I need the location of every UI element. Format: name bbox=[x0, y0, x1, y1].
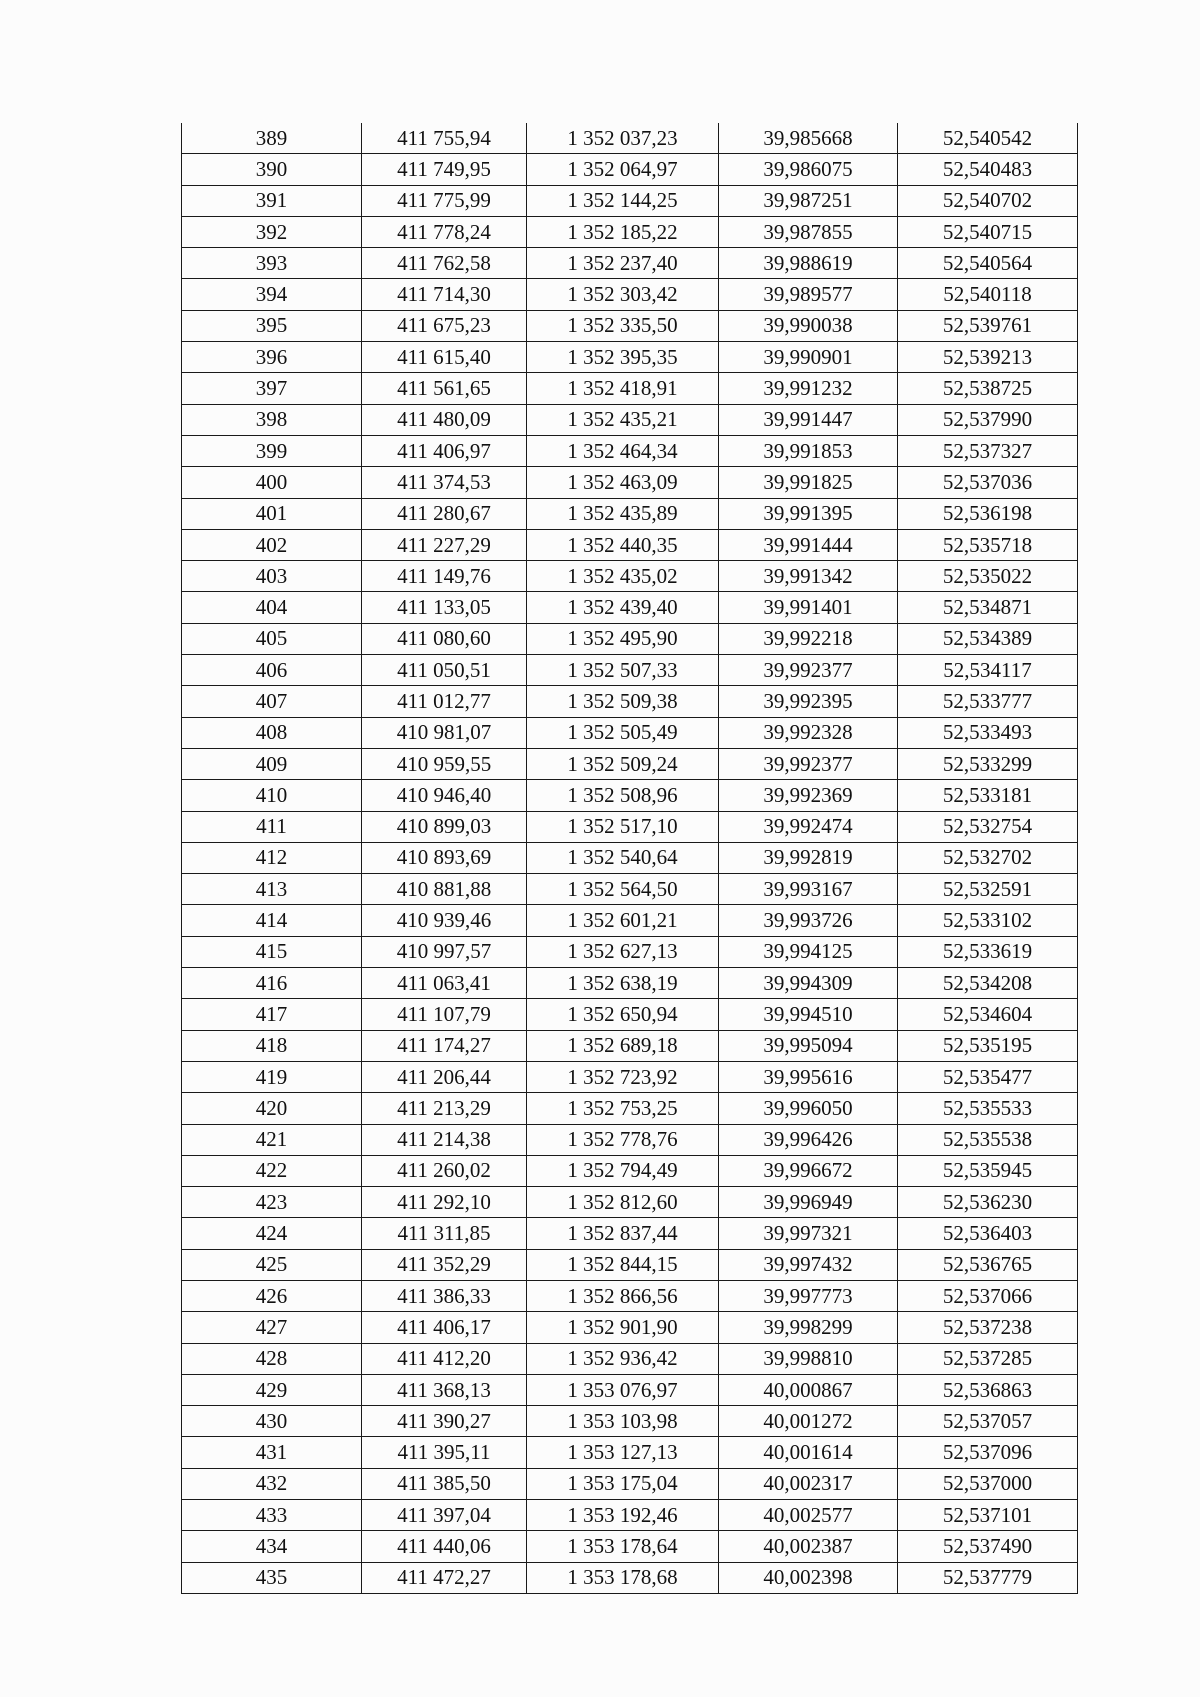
table-row bbox=[182, 623, 1078, 654]
point-number-cell: 423 bbox=[182, 1187, 362, 1218]
longitude-cell: 39,986075 bbox=[719, 154, 898, 185]
x-coordinate-cell: 411 385,50 bbox=[362, 1468, 527, 1499]
point-number-cell: 409 bbox=[182, 748, 362, 779]
longitude-cell: 40,001272 bbox=[719, 1406, 898, 1437]
x-coordinate-cell: 411 107,79 bbox=[362, 999, 527, 1030]
coordinates-table-body bbox=[182, 123, 1078, 1593]
point-number-cell: 399 bbox=[182, 435, 362, 466]
table-row bbox=[182, 748, 1078, 779]
table-row bbox=[182, 968, 1078, 999]
x-coordinate-cell: 411 412,20 bbox=[362, 1343, 527, 1374]
latitude-cell: 52,535538 bbox=[898, 1124, 1078, 1155]
latitude-cell: 52,537990 bbox=[898, 404, 1078, 435]
point-number-cell: 430 bbox=[182, 1406, 362, 1437]
latitude-cell: 52,539213 bbox=[898, 342, 1078, 373]
point-number-cell: 397 bbox=[182, 373, 362, 404]
y-coordinate-cell: 1 352 627,13 bbox=[527, 936, 719, 967]
x-coordinate-cell: 410 981,07 bbox=[362, 717, 527, 748]
y-coordinate-cell: 1 352 509,38 bbox=[527, 686, 719, 717]
x-coordinate-cell: 410 946,40 bbox=[362, 780, 527, 811]
latitude-cell: 52,537490 bbox=[898, 1531, 1078, 1562]
latitude-cell: 52,535477 bbox=[898, 1061, 1078, 1092]
longitude-cell: 39,985668 bbox=[719, 123, 898, 154]
x-coordinate-cell: 410 899,03 bbox=[362, 811, 527, 842]
latitude-cell: 52,536403 bbox=[898, 1218, 1078, 1249]
y-coordinate-cell: 1 353 076,97 bbox=[527, 1374, 719, 1405]
y-coordinate-cell: 1 352 395,35 bbox=[527, 342, 719, 373]
x-coordinate-cell: 410 959,55 bbox=[362, 748, 527, 779]
x-coordinate-cell: 410 997,57 bbox=[362, 936, 527, 967]
point-number-cell: 395 bbox=[182, 310, 362, 341]
point-number-cell: 400 bbox=[182, 467, 362, 498]
longitude-cell: 39,996949 bbox=[719, 1187, 898, 1218]
table-row bbox=[182, 185, 1078, 216]
longitude-cell: 40,000867 bbox=[719, 1374, 898, 1405]
table-row bbox=[182, 1374, 1078, 1405]
point-number-cell: 433 bbox=[182, 1500, 362, 1531]
table-row bbox=[182, 936, 1078, 967]
x-coordinate-cell: 411 561,65 bbox=[362, 373, 527, 404]
table-row bbox=[182, 1531, 1078, 1562]
y-coordinate-cell: 1 352 464,34 bbox=[527, 435, 719, 466]
y-coordinate-cell: 1 353 103,98 bbox=[527, 1406, 719, 1437]
x-coordinate-cell: 411 615,40 bbox=[362, 342, 527, 373]
table-row bbox=[182, 1093, 1078, 1124]
table-row bbox=[182, 1218, 1078, 1249]
point-number-cell: 411 bbox=[182, 811, 362, 842]
point-number-cell: 429 bbox=[182, 1374, 362, 1405]
y-coordinate-cell: 1 353 178,68 bbox=[527, 1562, 719, 1593]
latitude-cell: 52,536765 bbox=[898, 1249, 1078, 1280]
longitude-cell: 39,991401 bbox=[719, 592, 898, 623]
latitude-cell: 52,535195 bbox=[898, 1030, 1078, 1061]
longitude-cell: 39,988619 bbox=[719, 248, 898, 279]
table-row bbox=[182, 1030, 1078, 1061]
y-coordinate-cell: 1 352 812,60 bbox=[527, 1187, 719, 1218]
latitude-cell: 52,534871 bbox=[898, 592, 1078, 623]
x-coordinate-cell: 411 406,17 bbox=[362, 1312, 527, 1343]
x-coordinate-cell: 411 397,04 bbox=[362, 1500, 527, 1531]
table-row bbox=[182, 1187, 1078, 1218]
longitude-cell: 39,990038 bbox=[719, 310, 898, 341]
latitude-cell: 52,539761 bbox=[898, 310, 1078, 341]
y-coordinate-cell: 1 353 127,13 bbox=[527, 1437, 719, 1468]
longitude-cell: 40,002387 bbox=[719, 1531, 898, 1562]
y-coordinate-cell: 1 352 650,94 bbox=[527, 999, 719, 1030]
x-coordinate-cell: 411 050,51 bbox=[362, 655, 527, 686]
latitude-cell: 52,537238 bbox=[898, 1312, 1078, 1343]
x-coordinate-cell: 411 214,38 bbox=[362, 1124, 527, 1155]
latitude-cell: 52,536198 bbox=[898, 498, 1078, 529]
longitude-cell: 39,994125 bbox=[719, 936, 898, 967]
y-coordinate-cell: 1 352 439,40 bbox=[527, 592, 719, 623]
point-number-cell: 425 bbox=[182, 1249, 362, 1280]
point-number-cell: 398 bbox=[182, 404, 362, 435]
latitude-cell: 52,537101 bbox=[898, 1500, 1078, 1531]
y-coordinate-cell: 1 353 192,46 bbox=[527, 1500, 719, 1531]
point-number-cell: 432 bbox=[182, 1468, 362, 1499]
y-coordinate-cell: 1 352 778,76 bbox=[527, 1124, 719, 1155]
y-coordinate-cell: 1 352 564,50 bbox=[527, 874, 719, 905]
longitude-cell: 39,987855 bbox=[719, 216, 898, 247]
table-row bbox=[182, 154, 1078, 185]
table-row bbox=[182, 248, 1078, 279]
table-row bbox=[182, 999, 1078, 1030]
table-row bbox=[182, 780, 1078, 811]
latitude-cell: 52,535718 bbox=[898, 529, 1078, 560]
latitude-cell: 52,533299 bbox=[898, 748, 1078, 779]
x-coordinate-cell: 410 893,69 bbox=[362, 842, 527, 873]
y-coordinate-cell: 1 352 440,35 bbox=[527, 529, 719, 560]
x-coordinate-cell: 411 406,97 bbox=[362, 435, 527, 466]
latitude-cell: 52,537285 bbox=[898, 1343, 1078, 1374]
table-row bbox=[182, 310, 1078, 341]
longitude-cell: 39,995616 bbox=[719, 1061, 898, 1092]
y-coordinate-cell: 1 353 175,04 bbox=[527, 1468, 719, 1499]
y-coordinate-cell: 1 352 144,25 bbox=[527, 185, 719, 216]
x-coordinate-cell: 411 227,29 bbox=[362, 529, 527, 560]
longitude-cell: 39,992377 bbox=[719, 748, 898, 779]
table-row bbox=[182, 342, 1078, 373]
latitude-cell: 52,534604 bbox=[898, 999, 1078, 1030]
x-coordinate-cell: 411 292,10 bbox=[362, 1187, 527, 1218]
latitude-cell: 52,535022 bbox=[898, 561, 1078, 592]
longitude-cell: 39,991395 bbox=[719, 498, 898, 529]
point-number-cell: 416 bbox=[182, 968, 362, 999]
longitude-cell: 39,997432 bbox=[719, 1249, 898, 1280]
point-number-cell: 391 bbox=[182, 185, 362, 216]
table-row bbox=[182, 498, 1078, 529]
table-row bbox=[182, 1437, 1078, 1468]
longitude-cell: 39,998299 bbox=[719, 1312, 898, 1343]
table-row bbox=[182, 842, 1078, 873]
longitude-cell: 39,992474 bbox=[719, 811, 898, 842]
longitude-cell: 39,992218 bbox=[719, 623, 898, 654]
latitude-cell: 52,537000 bbox=[898, 1468, 1078, 1499]
x-coordinate-cell: 411 675,23 bbox=[362, 310, 527, 341]
longitude-cell: 39,987251 bbox=[719, 185, 898, 216]
y-coordinate-cell: 1 352 837,44 bbox=[527, 1218, 719, 1249]
point-number-cell: 435 bbox=[182, 1562, 362, 1593]
latitude-cell: 52,533619 bbox=[898, 936, 1078, 967]
table-row bbox=[182, 1500, 1078, 1531]
longitude-cell: 39,997773 bbox=[719, 1280, 898, 1311]
y-coordinate-cell: 1 352 638,19 bbox=[527, 968, 719, 999]
table-row bbox=[182, 592, 1078, 623]
latitude-cell: 52,537036 bbox=[898, 467, 1078, 498]
table-row bbox=[182, 467, 1078, 498]
y-coordinate-cell: 1 352 335,50 bbox=[527, 310, 719, 341]
y-coordinate-cell: 1 352 064,97 bbox=[527, 154, 719, 185]
latitude-cell: 52,532591 bbox=[898, 874, 1078, 905]
longitude-cell: 39,992395 bbox=[719, 686, 898, 717]
point-number-cell: 393 bbox=[182, 248, 362, 279]
table-row bbox=[182, 216, 1078, 247]
longitude-cell: 40,002317 bbox=[719, 1468, 898, 1499]
longitude-cell: 39,994309 bbox=[719, 968, 898, 999]
table-row bbox=[182, 1124, 1078, 1155]
x-coordinate-cell: 410 881,88 bbox=[362, 874, 527, 905]
x-coordinate-cell: 410 939,46 bbox=[362, 905, 527, 936]
x-coordinate-cell: 411 440,06 bbox=[362, 1531, 527, 1562]
x-coordinate-cell: 411 374,53 bbox=[362, 467, 527, 498]
x-coordinate-cell: 411 755,94 bbox=[362, 123, 527, 154]
y-coordinate-cell: 1 352 540,64 bbox=[527, 842, 719, 873]
y-coordinate-cell: 1 352 435,02 bbox=[527, 561, 719, 592]
longitude-cell: 39,997321 bbox=[719, 1218, 898, 1249]
latitude-cell: 52,533777 bbox=[898, 686, 1078, 717]
latitude-cell: 52,540118 bbox=[898, 279, 1078, 310]
point-number-cell: 390 bbox=[182, 154, 362, 185]
point-number-cell: 420 bbox=[182, 1093, 362, 1124]
point-number-cell: 405 bbox=[182, 623, 362, 654]
longitude-cell: 39,991232 bbox=[719, 373, 898, 404]
y-coordinate-cell: 1 352 936,42 bbox=[527, 1343, 719, 1374]
point-number-cell: 412 bbox=[182, 842, 362, 873]
longitude-cell: 39,996426 bbox=[719, 1124, 898, 1155]
table-row bbox=[182, 1312, 1078, 1343]
table-row bbox=[182, 1061, 1078, 1092]
longitude-cell: 39,993167 bbox=[719, 874, 898, 905]
y-coordinate-cell: 1 352 601,21 bbox=[527, 905, 719, 936]
y-coordinate-cell: 1 352 185,22 bbox=[527, 216, 719, 247]
longitude-cell: 39,993726 bbox=[719, 905, 898, 936]
y-coordinate-cell: 1 352 418,91 bbox=[527, 373, 719, 404]
latitude-cell: 52,537779 bbox=[898, 1562, 1078, 1593]
x-coordinate-cell: 411 368,13 bbox=[362, 1374, 527, 1405]
x-coordinate-cell: 411 063,41 bbox=[362, 968, 527, 999]
latitude-cell: 52,534117 bbox=[898, 655, 1078, 686]
point-number-cell: 407 bbox=[182, 686, 362, 717]
x-coordinate-cell: 411 080,60 bbox=[362, 623, 527, 654]
y-coordinate-cell: 1 352 463,09 bbox=[527, 467, 719, 498]
point-number-cell: 404 bbox=[182, 592, 362, 623]
table-row bbox=[182, 279, 1078, 310]
longitude-cell: 40,002577 bbox=[719, 1500, 898, 1531]
x-coordinate-cell: 411 311,85 bbox=[362, 1218, 527, 1249]
y-coordinate-cell: 1 352 505,49 bbox=[527, 717, 719, 748]
point-number-cell: 408 bbox=[182, 717, 362, 748]
table-row bbox=[182, 717, 1078, 748]
table-row bbox=[182, 811, 1078, 842]
y-coordinate-cell: 1 353 178,64 bbox=[527, 1531, 719, 1562]
latitude-cell: 52,534389 bbox=[898, 623, 1078, 654]
y-coordinate-cell: 1 352 723,92 bbox=[527, 1061, 719, 1092]
point-number-cell: 418 bbox=[182, 1030, 362, 1061]
latitude-cell: 52,536230 bbox=[898, 1187, 1078, 1218]
point-number-cell: 434 bbox=[182, 1531, 362, 1562]
latitude-cell: 52,533493 bbox=[898, 717, 1078, 748]
point-number-cell: 403 bbox=[182, 561, 362, 592]
longitude-cell: 39,991825 bbox=[719, 467, 898, 498]
table-row bbox=[182, 1562, 1078, 1593]
table-row bbox=[182, 123, 1078, 154]
latitude-cell: 52,532754 bbox=[898, 811, 1078, 842]
x-coordinate-cell: 411 390,27 bbox=[362, 1406, 527, 1437]
x-coordinate-cell: 411 778,24 bbox=[362, 216, 527, 247]
y-coordinate-cell: 1 352 507,33 bbox=[527, 655, 719, 686]
longitude-cell: 39,996672 bbox=[719, 1155, 898, 1186]
table-row bbox=[182, 435, 1078, 466]
latitude-cell: 52,537066 bbox=[898, 1280, 1078, 1311]
table-row bbox=[182, 874, 1078, 905]
latitude-cell: 52,535945 bbox=[898, 1155, 1078, 1186]
x-coordinate-cell: 411 149,76 bbox=[362, 561, 527, 592]
x-coordinate-cell: 411 472,27 bbox=[362, 1562, 527, 1593]
longitude-cell: 39,989577 bbox=[719, 279, 898, 310]
point-number-cell: 402 bbox=[182, 529, 362, 560]
x-coordinate-cell: 411 133,05 bbox=[362, 592, 527, 623]
x-coordinate-cell: 411 352,29 bbox=[362, 1249, 527, 1280]
latitude-cell: 52,537057 bbox=[898, 1406, 1078, 1437]
table-row bbox=[182, 529, 1078, 560]
longitude-cell: 39,991444 bbox=[719, 529, 898, 560]
point-number-cell: 414 bbox=[182, 905, 362, 936]
table-row bbox=[182, 1155, 1078, 1186]
latitude-cell: 52,540483 bbox=[898, 154, 1078, 185]
latitude-cell: 52,540542 bbox=[898, 123, 1078, 154]
longitude-cell: 40,002398 bbox=[719, 1562, 898, 1593]
table-row bbox=[182, 655, 1078, 686]
y-coordinate-cell: 1 352 753,25 bbox=[527, 1093, 719, 1124]
latitude-cell: 52,537096 bbox=[898, 1437, 1078, 1468]
longitude-cell: 39,990901 bbox=[719, 342, 898, 373]
y-coordinate-cell: 1 352 495,90 bbox=[527, 623, 719, 654]
longitude-cell: 39,991853 bbox=[719, 435, 898, 466]
table-row bbox=[182, 373, 1078, 404]
table-row bbox=[182, 404, 1078, 435]
longitude-cell: 39,998810 bbox=[719, 1343, 898, 1374]
point-number-cell: 421 bbox=[182, 1124, 362, 1155]
longitude-cell: 40,001614 bbox=[719, 1437, 898, 1468]
y-coordinate-cell: 1 352 866,56 bbox=[527, 1280, 719, 1311]
latitude-cell: 52,532702 bbox=[898, 842, 1078, 873]
latitude-cell: 52,533102 bbox=[898, 905, 1078, 936]
latitude-cell: 52,540702 bbox=[898, 185, 1078, 216]
y-coordinate-cell: 1 352 435,89 bbox=[527, 498, 719, 529]
y-coordinate-cell: 1 352 508,96 bbox=[527, 780, 719, 811]
longitude-cell: 39,992328 bbox=[719, 717, 898, 748]
y-coordinate-cell: 1 352 517,10 bbox=[527, 811, 719, 842]
x-coordinate-cell: 411 260,02 bbox=[362, 1155, 527, 1186]
point-number-cell: 415 bbox=[182, 936, 362, 967]
table-row bbox=[182, 561, 1078, 592]
latitude-cell: 52,536863 bbox=[898, 1374, 1078, 1405]
x-coordinate-cell: 411 762,58 bbox=[362, 248, 527, 279]
table-row bbox=[182, 1280, 1078, 1311]
point-number-cell: 410 bbox=[182, 780, 362, 811]
longitude-cell: 39,996050 bbox=[719, 1093, 898, 1124]
x-coordinate-cell: 411 480,09 bbox=[362, 404, 527, 435]
latitude-cell: 52,538725 bbox=[898, 373, 1078, 404]
x-coordinate-cell: 411 280,67 bbox=[362, 498, 527, 529]
latitude-cell: 52,535533 bbox=[898, 1093, 1078, 1124]
latitude-cell: 52,540715 bbox=[898, 216, 1078, 247]
longitude-cell: 39,992369 bbox=[719, 780, 898, 811]
latitude-cell: 52,533181 bbox=[898, 780, 1078, 811]
x-coordinate-cell: 411 386,33 bbox=[362, 1280, 527, 1311]
table-row bbox=[182, 1468, 1078, 1499]
point-number-cell: 428 bbox=[182, 1343, 362, 1374]
point-number-cell: 417 bbox=[182, 999, 362, 1030]
x-coordinate-cell: 411 012,77 bbox=[362, 686, 527, 717]
x-coordinate-cell: 411 395,11 bbox=[362, 1437, 527, 1468]
x-coordinate-cell: 411 206,44 bbox=[362, 1061, 527, 1092]
table-row bbox=[182, 1343, 1078, 1374]
point-number-cell: 413 bbox=[182, 874, 362, 905]
y-coordinate-cell: 1 352 901,90 bbox=[527, 1312, 719, 1343]
latitude-cell: 52,534208 bbox=[898, 968, 1078, 999]
point-number-cell: 431 bbox=[182, 1437, 362, 1468]
point-number-cell: 389 bbox=[182, 123, 362, 154]
y-coordinate-cell: 1 352 509,24 bbox=[527, 748, 719, 779]
table-row bbox=[182, 905, 1078, 936]
longitude-cell: 39,995094 bbox=[719, 1030, 898, 1061]
longitude-cell: 39,992819 bbox=[719, 842, 898, 873]
table-row bbox=[182, 1406, 1078, 1437]
point-number-cell: 424 bbox=[182, 1218, 362, 1249]
point-number-cell: 396 bbox=[182, 342, 362, 373]
y-coordinate-cell: 1 352 037,23 bbox=[527, 123, 719, 154]
point-number-cell: 426 bbox=[182, 1280, 362, 1311]
latitude-cell: 52,537327 bbox=[898, 435, 1078, 466]
longitude-cell: 39,991342 bbox=[719, 561, 898, 592]
table-row bbox=[182, 686, 1078, 717]
point-number-cell: 394 bbox=[182, 279, 362, 310]
y-coordinate-cell: 1 352 303,42 bbox=[527, 279, 719, 310]
longitude-cell: 39,994510 bbox=[719, 999, 898, 1030]
longitude-cell: 39,992377 bbox=[719, 655, 898, 686]
point-number-cell: 419 bbox=[182, 1061, 362, 1092]
coordinates-table bbox=[181, 123, 1078, 1594]
point-number-cell: 392 bbox=[182, 216, 362, 247]
table-row bbox=[182, 1249, 1078, 1280]
x-coordinate-cell: 411 213,29 bbox=[362, 1093, 527, 1124]
y-coordinate-cell: 1 352 237,40 bbox=[527, 248, 719, 279]
y-coordinate-cell: 1 352 844,15 bbox=[527, 1249, 719, 1280]
point-number-cell: 401 bbox=[182, 498, 362, 529]
point-number-cell: 427 bbox=[182, 1312, 362, 1343]
point-number-cell: 422 bbox=[182, 1155, 362, 1186]
y-coordinate-cell: 1 352 689,18 bbox=[527, 1030, 719, 1061]
x-coordinate-cell: 411 714,30 bbox=[362, 279, 527, 310]
y-coordinate-cell: 1 352 794,49 bbox=[527, 1155, 719, 1186]
latitude-cell: 52,540564 bbox=[898, 248, 1078, 279]
x-coordinate-cell: 411 174,27 bbox=[362, 1030, 527, 1061]
point-number-cell: 406 bbox=[182, 655, 362, 686]
y-coordinate-cell: 1 352 435,21 bbox=[527, 404, 719, 435]
x-coordinate-cell: 411 775,99 bbox=[362, 185, 527, 216]
longitude-cell: 39,991447 bbox=[719, 404, 898, 435]
x-coordinate-cell: 411 749,95 bbox=[362, 154, 527, 185]
